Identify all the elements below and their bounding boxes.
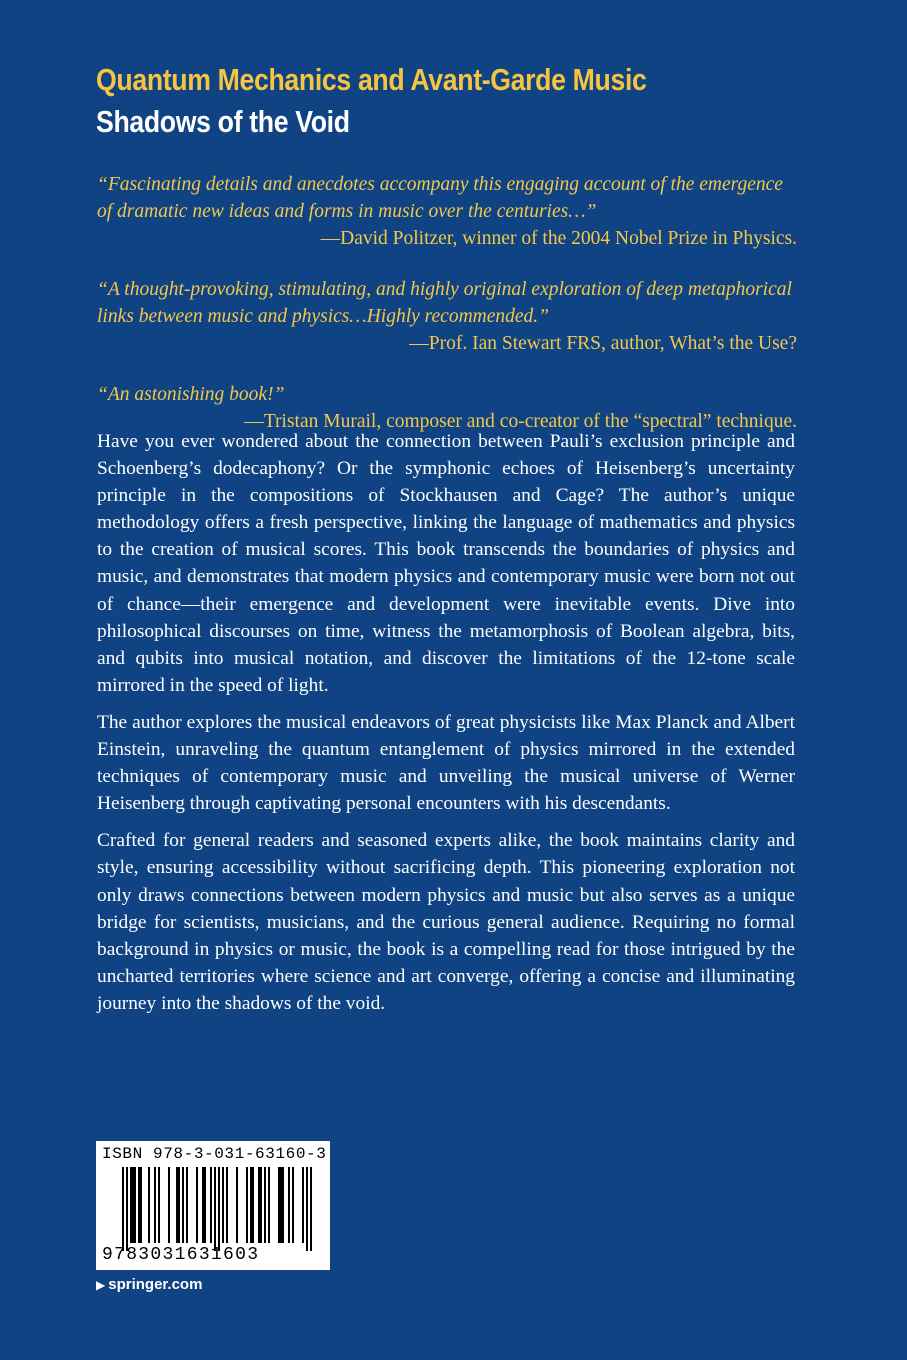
book-description bbox=[97, 428, 795, 1027]
barcode-bar bbox=[176, 1167, 178, 1243]
isbn-label: ISBN 978-3-031-63160-3 bbox=[102, 1145, 327, 1163]
barcode-bar bbox=[252, 1167, 254, 1243]
barcode-bar bbox=[134, 1167, 136, 1243]
description-paragraph: Crafted for general readers and seasoned experts alike, the book maintains clarity and style, ensuring accessibility without sacrificing depth. This pioneering exploration not only draws connections between modern physics and music but also serves as a unique bridge for scientists, musicians, and the curious general audience. Requiring no formal background in physics or music, the book is a compelling read for those intrigued by the uncharted territories where science and art converge, offering a concise and illuminating journey into the shadows of the void. bbox=[97, 830, 795, 1014]
barcode-bar bbox=[310, 1167, 312, 1251]
endorsement-attribution: —Prof. Ian Stewart FRS, author, What’s the Use? bbox=[409, 333, 797, 354]
barcode-bar bbox=[130, 1167, 132, 1243]
endorsement-text: “An astonishing book!” bbox=[97, 384, 285, 405]
barcode-bar bbox=[302, 1167, 304, 1243]
barcode-bar bbox=[222, 1167, 224, 1243]
endorsement-3 bbox=[97, 381, 797, 435]
isbn-barcode bbox=[96, 1141, 330, 1270]
publisher-url: springer.com bbox=[108, 1276, 203, 1293]
endorsement-attribution: —David Politzer, winner of the 2004 Nobel Prize in Physics. bbox=[320, 228, 797, 249]
barcode-bar bbox=[132, 1167, 134, 1243]
endorsement-text: “A thought-provoking, stimulating, and highly original exploration of deep metaphorical links between music and physics…Highly recommended.” bbox=[97, 279, 792, 327]
book-title: Quantum Mechanics and Avant-Garde Music bbox=[96, 62, 647, 97]
endorsement-attribution: —Tristan Murail, composer and co-creator of the “spectral” technique. bbox=[244, 411, 797, 432]
barcode-bar bbox=[214, 1167, 216, 1251]
endorsement-2 bbox=[97, 276, 797, 357]
barcode-bar bbox=[154, 1167, 156, 1243]
barcode-bar bbox=[126, 1167, 128, 1251]
publisher-link[interactable] bbox=[96, 1276, 202, 1293]
barcode-bar bbox=[158, 1167, 160, 1243]
barcode-bar bbox=[138, 1167, 140, 1243]
barcode-bar bbox=[204, 1167, 206, 1243]
endorsements bbox=[97, 171, 797, 435]
barcode-bar bbox=[288, 1167, 290, 1243]
arrow-icon: ▶ bbox=[96, 1278, 106, 1292]
barcode-bar bbox=[182, 1167, 184, 1243]
barcode-bar bbox=[168, 1167, 170, 1243]
barcode-bar bbox=[140, 1167, 142, 1243]
barcode-bar bbox=[148, 1167, 150, 1243]
barcode-bar bbox=[306, 1167, 308, 1251]
barcode-bar bbox=[210, 1167, 212, 1243]
endorsement-1 bbox=[97, 171, 797, 252]
barcode-bar bbox=[196, 1167, 198, 1243]
description-paragraph: Have you ever wondered about the connection between Pauli’s exclusion principle and Schoenberg’s dodecaphony? Or the symphonic echoes of Heisenberg’s uncertainty principle in the compositions of Stockhausen and Cage? The author’s unique methodology offers a fresh perspective, linking the language of mathematics and physics to the creation of musical scores. This book transcends the boundaries of physics and music, and demonstrates that modern physics and contemporary music were born not out of chance—their emergence and development were inevitable events. Dive into philosophical discourses on time, witness the metamorphosis of Boolean algebra, bits, and qubits into musical notation, and discover the limitations of the 12-tone scale mirrored in the speed of light. bbox=[97, 431, 795, 696]
barcode-bar bbox=[218, 1167, 220, 1251]
barcode-bar bbox=[278, 1167, 280, 1243]
barcode-bar bbox=[258, 1167, 260, 1243]
barcode-bar bbox=[246, 1167, 248, 1243]
endorsement-text: “Fascinating details and anecdotes accompany this engaging account of the emergence of dramatic new ideas and forms in music over the centuries…” bbox=[97, 174, 783, 222]
barcode-bar bbox=[292, 1167, 294, 1243]
ean-digits: 9783031631603 bbox=[102, 1245, 260, 1265]
barcode-bar bbox=[122, 1167, 124, 1251]
barcode-bar bbox=[280, 1167, 282, 1243]
barcode-bar bbox=[282, 1167, 284, 1243]
barcode-bar bbox=[186, 1167, 188, 1243]
barcode-bar bbox=[264, 1167, 266, 1243]
barcode-bar bbox=[178, 1167, 180, 1243]
barcode-bar bbox=[260, 1167, 262, 1243]
barcode-bar bbox=[226, 1167, 228, 1243]
barcode-bar bbox=[268, 1167, 270, 1243]
barcode-bar bbox=[250, 1167, 252, 1243]
book-subtitle: Shadows of the Void bbox=[96, 104, 350, 139]
barcode-bar bbox=[202, 1167, 204, 1243]
description-paragraph: The author explores the musical endeavors of great physicists like Max Planck and Albert Einstein, unraveling the quantum entanglement of physics mirrored in the extended techniques of contemporary music and unveiling the musical universe of Werner Heisenberg through captivating personal encounters with his descendants. bbox=[97, 711, 795, 815]
barcode-bar bbox=[236, 1167, 238, 1243]
